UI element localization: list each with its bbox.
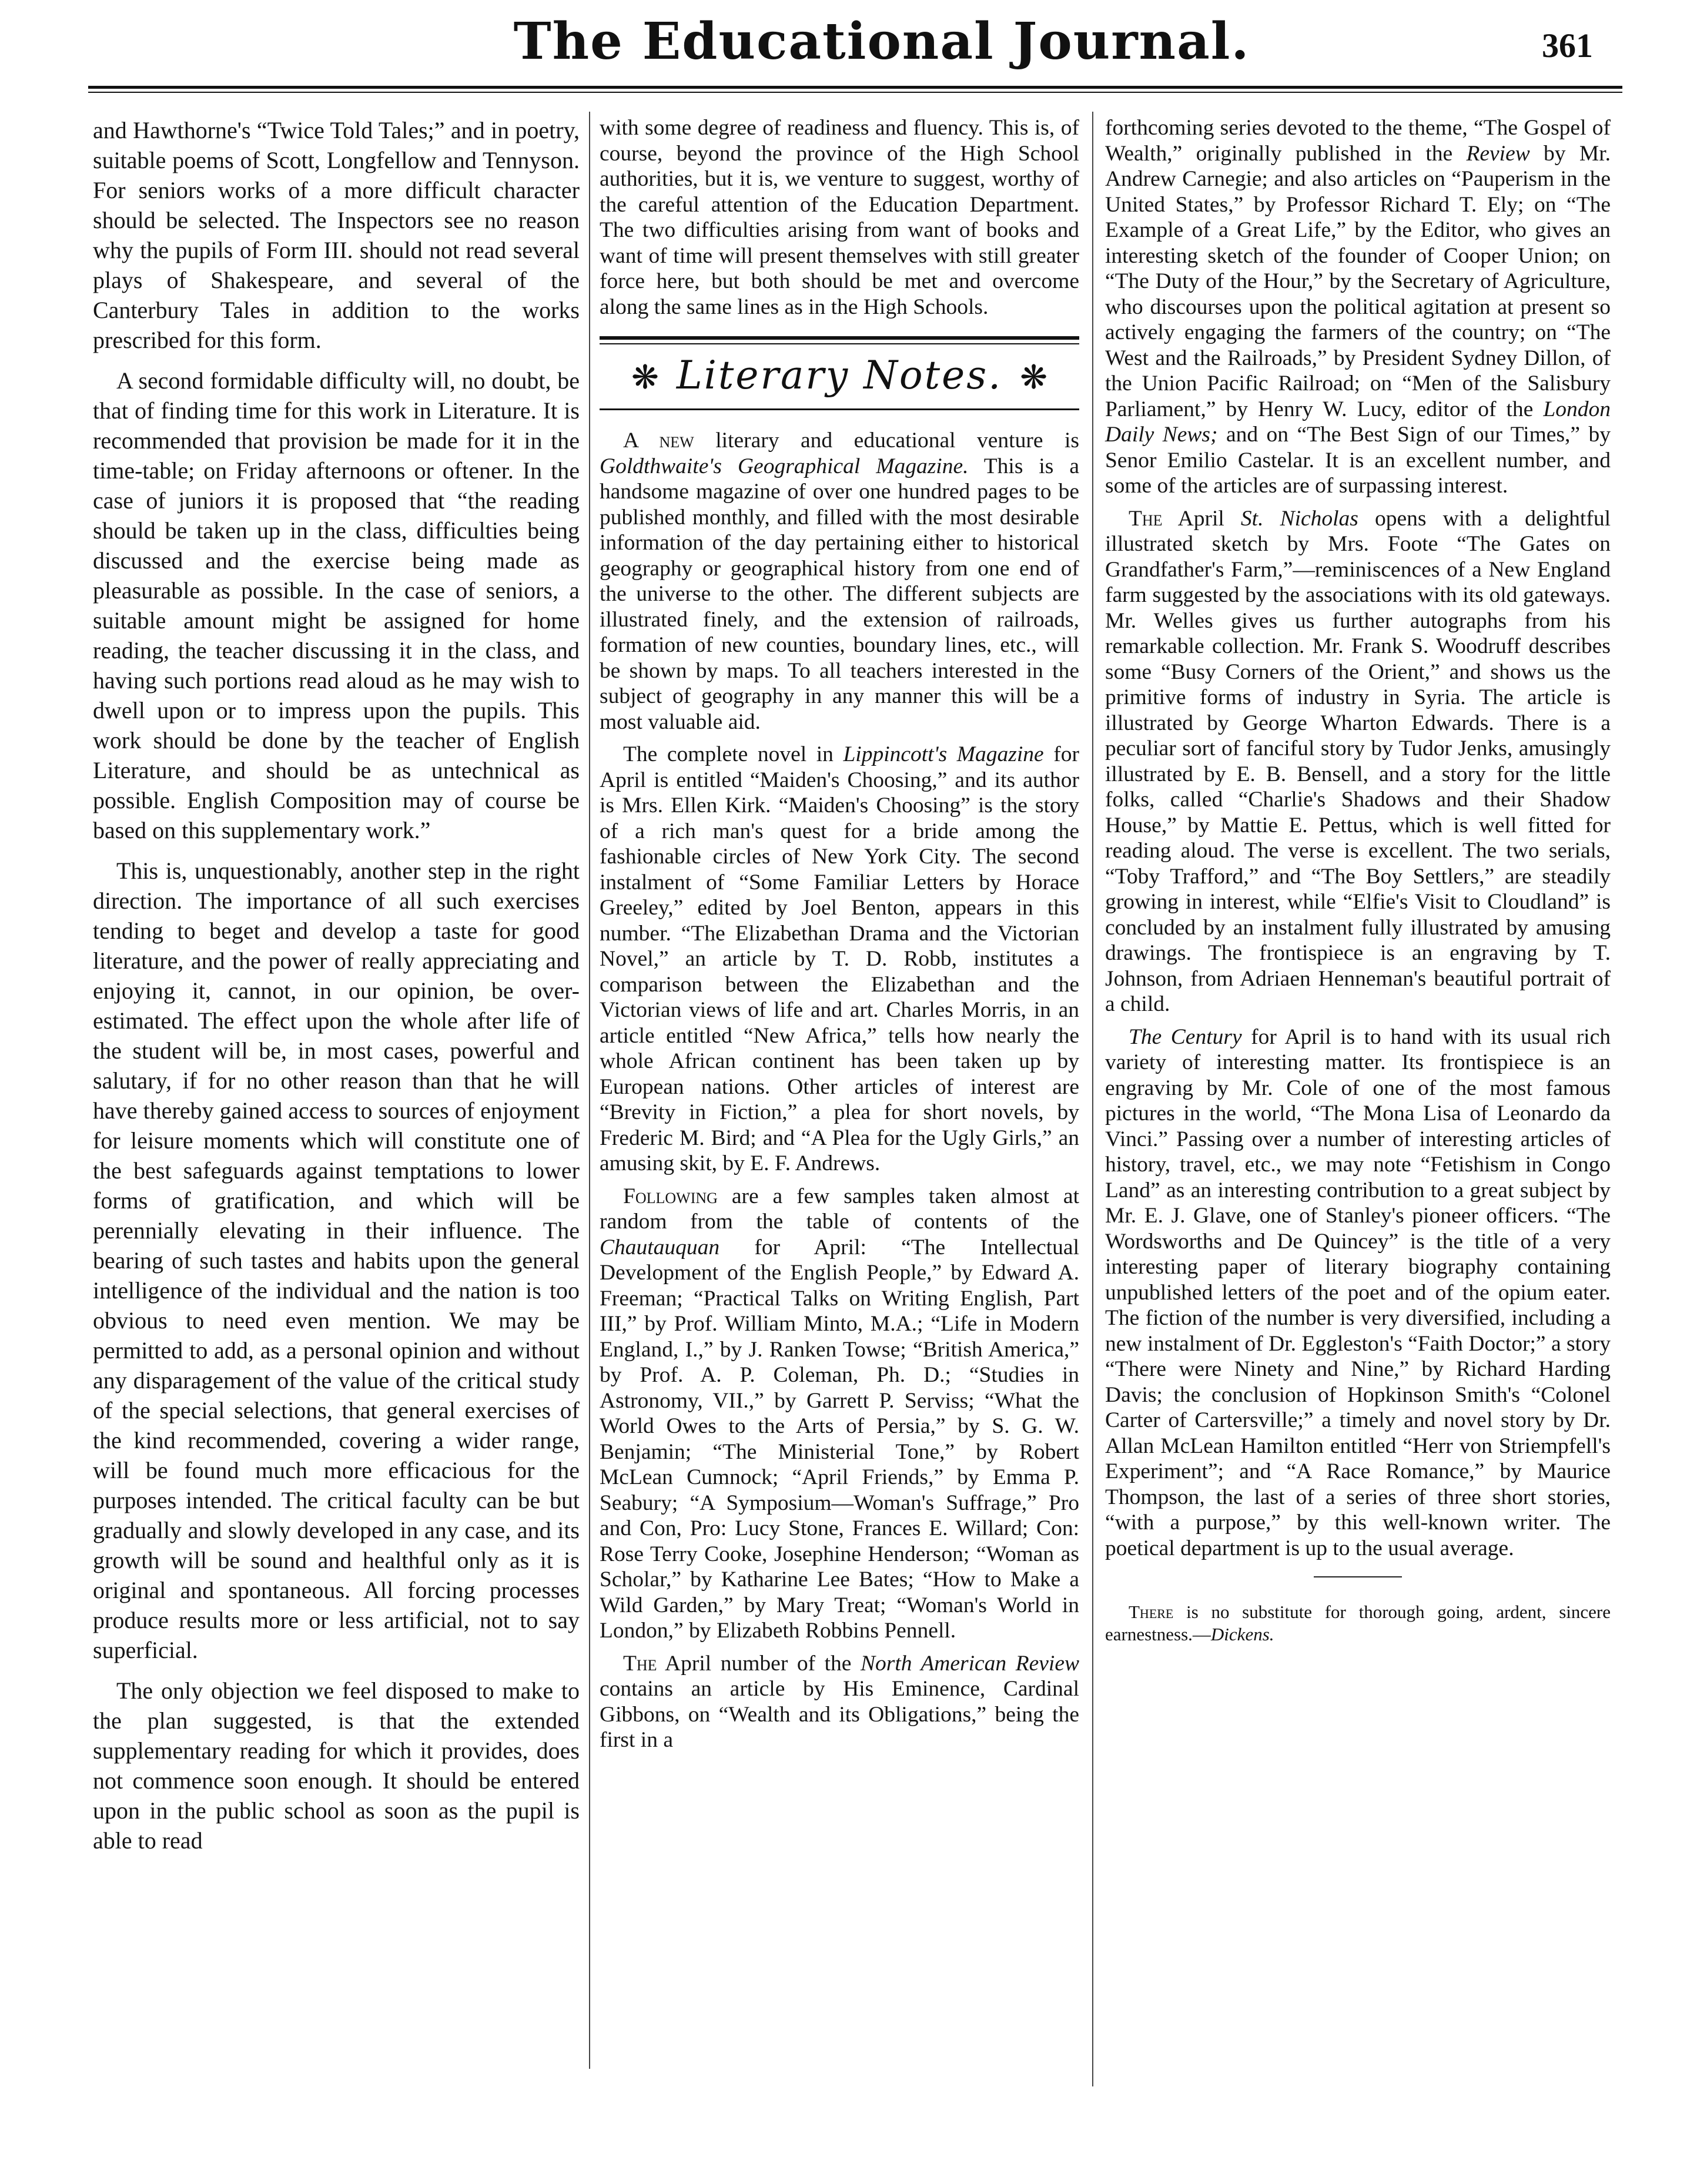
- note-text: The complete novel in: [623, 742, 844, 766]
- quote-author: Dickens.: [1210, 1624, 1274, 1644]
- magazine-title: North American Review: [861, 1651, 1079, 1676]
- note-century: [1105, 1024, 1611, 1562]
- page-number: 361: [1542, 26, 1593, 65]
- dickens-quote: [1105, 1601, 1611, 1646]
- note-text: are a few samples taken almost at random from the table of contents of the: [600, 1184, 1079, 1234]
- quote-text: is no substitute for thorough going, ardent, sincere earnestness.—: [1105, 1602, 1611, 1644]
- note-text: literary and educational venture is: [694, 428, 1079, 453]
- note-north-american: [600, 1651, 1079, 1753]
- quote-lead: There: [1129, 1602, 1174, 1622]
- magazine-title: Goldthwaite's Geographical Magazine.: [600, 454, 969, 478]
- header-rule-thin: [88, 92, 1622, 93]
- note-text: April: [1162, 506, 1241, 531]
- magazine-title: The Century: [1129, 1024, 1242, 1049]
- header-inner-rule: [600, 343, 1079, 344]
- note-text: This is a handsome magazine of over one hundred pages to be published monthly, and filled with the most desirable information of the day pertaining either to historical geography or geographical history from one end of the universe to the other. The different subjects are illustrated finely, and the extension of railroads, formation of new counties, boundary lines, etc., will be shown by maps. To all teachers interested in the subject of geography in any manner this will be a most valuable aid.: [600, 454, 1079, 734]
- end-rule: [1314, 1576, 1402, 1577]
- literary-notes-header: [600, 336, 1079, 410]
- masthead: [94, 8, 1616, 79]
- note-text: forthcoming series devoted to the theme, “The Gospel of Wealth,” originally published in the: [1105, 116, 1611, 166]
- paragraph: with some degree of readiness and fluency. This is, of course, beyond the province of the High School authorities, but it is, we venture to suggest, worthy of the careful attention of the Education Department. The two difficulties arising from want of books and want of time will present themselves with still greater force here, but both should be met and overcome along the same lines as in the High Schools.: [600, 116, 1079, 319]
- note-lead: The: [623, 1651, 657, 1676]
- note-lead: A new: [623, 428, 694, 453]
- note-text: opens with a delightful illustrated sketch by Mrs. Foote “The Gates on Grandfather's Farm,”—reminiscences of a New England farm suggested by the associations with its old gateways. Mr. Welles gives us further autographs from his remarkable collection. Mr. Frank S. Woodruff describes some “Busy Corners of the Orient,” and shows us the primitive forms of industry in Syria. The article is illustrated by George Wharton Edwards. There is a peculiar sort of fanciful story by Tudor Jenks, amusingly illustrated by E. B. Bensell, and a story for the little folks, called “Charlie's Shadows and their Shadow House,” by Mattie E. Pettus, which is well fitted for reading aloud. The verse is excellent. The two serials, “Toby Trafford,” and “The Boy Settlers,” are steadily growing in interest, while “Elfie's Visit to Cloudland” is concluded by an instalment fully illustrated by amusing drawings. The frontispiece is an engraving by T. Johnson, from Adriaen Henneman's beautiful portrait of a child.: [1105, 506, 1611, 1016]
- note-text: contains an article by His Eminence, Cardinal Gibbons, on “Wealth and its Obligations,” being the first in a: [600, 1677, 1079, 1752]
- note-st-nicholas: [1105, 506, 1611, 1017]
- note-text: for April is entitled “Maiden's Choosing,” and its author is Mrs. Ellen Kirk. “Maiden's Choosing” is the story of a rich man's quest for a bride among the fashionable circles of New York City. The second instalment of “Some Familiar Letters by Horace Greeley,” edited by Joel Benton, appears in this number. “The Elizabethan Drama and the Victorian Novel,” an article by T. D. Robb, institutes a comparison between the Elizabethan and the Victorian views of life and art. Charles Morris, in an article entitled “New Africa,” tells how nearly the whole African continent has been taken up by European nations. Other articles of interest are “Brevity in Fiction,” a plea for short novels, by Frederic M. Bird; and “A Plea for the Ugly Girls,” an amusing skit, by E. F. Andrews.: [600, 742, 1079, 1175]
- magazine-title: Chautauquan: [600, 1235, 720, 1260]
- note-text: for April: “The Intellectual Development of the English People,” by Edward A. Freeman; “Practical Talks on Writing English, Part III,” by Prof. William Minto, M.A.; “Life in Modern England, I.,” by J. Ranken Towse; “British America,” by Prof. A. P. Coleman, Ph. D.; “Studies in Astronomy, VII.,” by Garrett P. Serviss; “What the World Owes to the Arts of Persia,” by S. G. W. Benjamin; “The Ministerial Tone,” by Robert McLean Cumnock; “April Friends,” by Emma P. Seabury; “A Symposium—Woman's Suffrage,” Pro and Con, Pro: Lucy Stone, Frances E. Willard; Con: Rose Terry Cooke, Josephine Henderson; “Woman as Scholar,” by Katharine Lee Bates; “How to Make a Wild Garden,” by Mary Treat; “Woman's World in London,” by Elizabeth Robbins Pennell.: [600, 1235, 1079, 1643]
- paragraph: A second formidable difficulty will, no doubt, be that of finding time for this work in Literature. It is recommended that provision be made for it in the time-table; on Friday afternoons or oftener. In the case of juniors it is proposed that “the reading should be taken up in the class, difficulties being discussed and the exercise being made as pleasurable as possible. In the case of seniors, a suitable amount might be assigned for home reading, the teacher discussing it in the class, and having such portions read aloud as he may wish to dwell upon or to impress upon the pupils. This work should be done by the teacher of English Literature, and should be as untechnical as possible. English Composition may of course be based on this supplementary work.”: [93, 367, 580, 843]
- note-chautauquan: [600, 1184, 1079, 1644]
- note-text: April number of the: [657, 1651, 861, 1676]
- header-rule: [88, 86, 1622, 89]
- journal-title: The Educational Journal.: [513, 12, 1250, 71]
- magazine-title: London Daily News;: [1105, 397, 1611, 447]
- ornament-icon: ❋: [631, 360, 659, 396]
- column-divider-2: [1092, 112, 1093, 2086]
- note-north-american-cont: [1105, 115, 1611, 499]
- ornament-icon: ❋: [1020, 360, 1047, 396]
- magazine-title: St. Nicholas: [1240, 506, 1358, 531]
- column-3: [1105, 115, 1611, 1664]
- paragraph: The only objection we feel disposed to make to the plan suggested, is that the extended supplementary reading for which it provides, does not commence soon enough. It should be entered upon in the public school as soon as the pupil is able to read: [93, 1677, 580, 1854]
- note-goldthwaite: [600, 428, 1079, 735]
- column-2: [600, 115, 1079, 1753]
- note-text: by Mr. Andrew Carnegie; and also articles on “Pauperism in the United States,” by Professor Richard T. Ely; on “The Example of a Great Life,” by the Editor, who gives an interesting sketch of the founder of Cooper Union; on “The Duty of the Hour,” by the Secretary of Agriculture, who discourses upon the political agitation at present so actively engaging the farmers of the country; on “The West and the Railroads,” by President Sydney Dillon, of the Union Pacific Railroad; on “Men of the Salisbury Parliament,” by Henry W. Lucy, editor of the: [1105, 141, 1611, 421]
- paragraph: This is, unquestionably, another step in the right direction. The importance of all such exercises tending to beget and develop a taste for good literature, and the power of really appreciating and enjoying it, cannot, in our opinion, be over-estimated. The effect upon the whole after life of the student will be, in most cases, powerful and salutary, if for no other reason than that he will have thereby gained access to sources of enjoyment for leisure moments which will constitute one of the best safeguards against temptations to lower forms of gratification, and which will be perennially elevating in their influence. The bearing of such tastes and habits upon the general intelligence of the individual and the nation is too obvious to need even mention. We may be permitted to add, as a personal opinion and without any disparagement of the value of the critical study of the special selections, that general exercises of the kind recommended, covering a wider range, will be found much more efficacious for the purposes intended. The critical faculty can be but gradually and slowly developed in any case, and its growth will be sound and healthful only as it is original and spontaneous. All forcing processes produce results more or less artificial, not to say superficial.: [93, 857, 580, 1663]
- column-1: [93, 115, 580, 1855]
- note-text: and on “The Best Sign of our Times,” by Senor Emilio Castelar. It is an excellent number, and some of the articles are of surpassing interest.: [1105, 423, 1611, 498]
- note-text: for April is to hand with its usual rich variety of interesting matter. Its frontispiece is an engraving by Mr. Cole of one of the most famous pictures in the world, “The Mona Lisa of Leonardo da Vinci.” Passing over a number of interesting articles of history, travel, etc., we may note “Fetishism in Congo Land” as an interesting contribution to a great subject by Mr. E. J. Glave, one of Stanley's pioneer officers. “The Wordsworths and De Quincey” is the title of a very interesting paper of literary biography containing unpublished letters of the poet and of the opium eater. The fiction of the number is very diversified, including a new instalment of Dr. Eggleston's “Faith Doctor;” a story “There were Ninety and Nine,” by Richard Harding Davis; the conclusion of Hopkinson Smith's “Colonel Carter of Cartersville;” a timely and novel story by Dr. Allan McLean Hamilton entitled “Herr von Striempfell's Experiment”; and “A Race Romance,” by Maurice Thompson, the last of a series of three short stories, “with a purpose,” by this well-known writer. The poetical department is up to the usual average.: [1105, 1024, 1611, 1560]
- note-lead: Following: [623, 1184, 718, 1208]
- column-divider-1: [589, 112, 590, 2069]
- paragraph: and Hawthorne's “Twice Told Tales;” and in poetry, suitable poems of Scott, Longfellow and Tennyson. For seniors works of a more difficult character should be selected. The Inspectors see no reason why the pupils of Form III. should not read several plays of Shakespeare, and several of the Canterbury Tales in addition to the works prescribed for this form.: [93, 117, 580, 353]
- magazine-title: Review: [1466, 141, 1530, 166]
- section-title: Literary Notes.: [676, 353, 1003, 398]
- note-lead: The: [1129, 506, 1163, 531]
- note-lippincott: [600, 742, 1079, 1177]
- magazine-title: Lippincott's Magazine: [843, 742, 1044, 766]
